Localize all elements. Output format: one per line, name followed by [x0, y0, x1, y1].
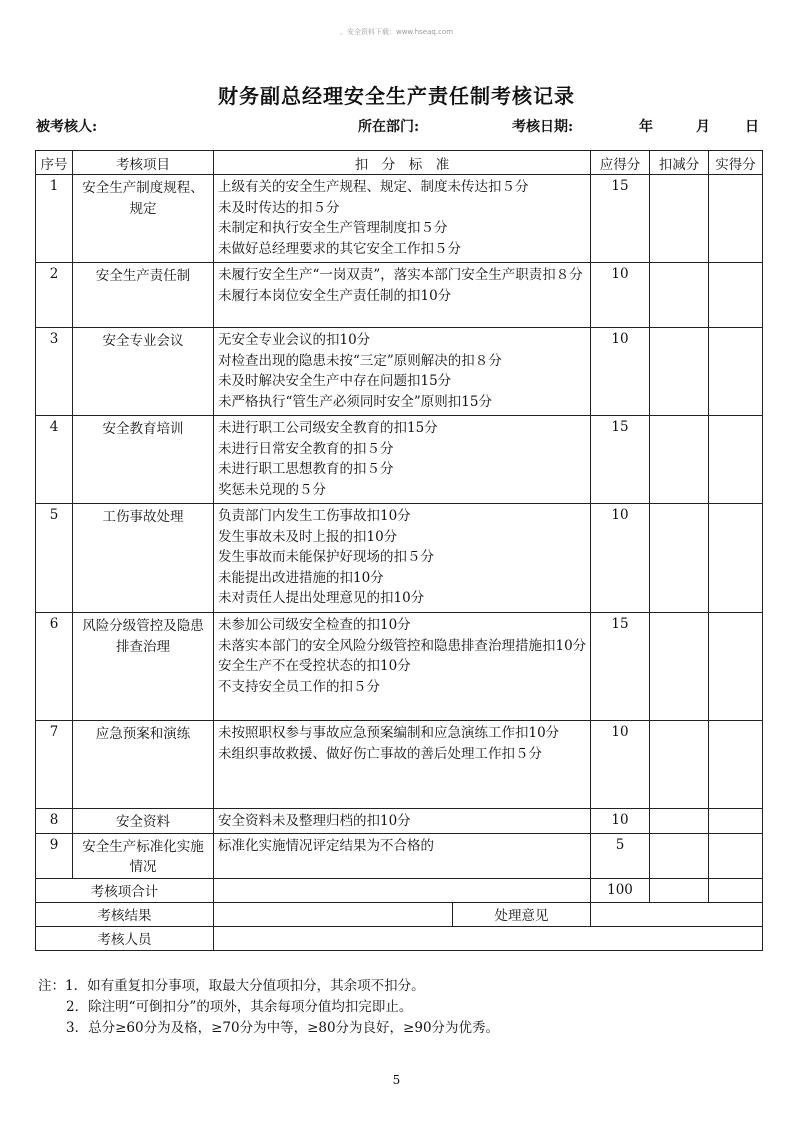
row-actual-cell[interactable] — [709, 175, 763, 263]
row-criteria — [214, 809, 591, 834]
row-item: 安全资料 — [73, 809, 214, 834]
header-deduct: 扣减分 — [650, 151, 709, 175]
total-label: 考核项合计 — [36, 878, 214, 902]
opinion-value-cell[interactable] — [591, 902, 763, 926]
row-deduct-cell[interactable] — [650, 328, 709, 416]
row-deduct-cell[interactable] — [650, 721, 709, 809]
table-row — [36, 504, 763, 613]
row-score: 10 — [591, 809, 650, 834]
row-deduct-cell[interactable] — [650, 416, 709, 504]
criteria-line: 未进行日常安全教育的扣５分 — [218, 440, 394, 457]
year-label: 年 — [639, 119, 653, 135]
row-score: 10 — [591, 328, 650, 416]
row-criteria — [214, 263, 591, 328]
row-actual-cell[interactable] — [709, 504, 763, 613]
criteria-line: 未组织事故救援、做好伤亡事故的善后处理工作扣５分 — [218, 745, 542, 762]
criteria-line: 对检查出现的隐患未按“三定”原则解决的扣８分 — [218, 352, 502, 369]
table-row — [36, 416, 763, 504]
row-deduct-cell[interactable] — [650, 504, 709, 613]
result-row — [36, 902, 763, 926]
header-score: 应得分 — [591, 151, 650, 175]
row-number: 9 — [36, 833, 73, 878]
department-label: 所在部门: — [358, 119, 420, 135]
result-value-cell[interactable] — [214, 902, 453, 926]
row-criteria — [214, 416, 591, 504]
criteria-line: 未进行职工思想教育的扣５分 — [218, 461, 394, 477]
criteria-line: 无安全专业会议的扣10分 — [218, 332, 371, 348]
row-actual-cell[interactable] — [709, 809, 763, 834]
total-deduct-cell[interactable] — [650, 878, 709, 902]
personnel-row — [36, 926, 763, 950]
row-actual-cell[interactable] — [709, 833, 763, 878]
total-score: 100 — [591, 878, 650, 902]
row-score: 5 — [591, 833, 650, 878]
row-deduct-cell[interactable] — [650, 175, 709, 263]
row-number: 2 — [36, 263, 73, 328]
total-criteria-cell — [214, 878, 591, 902]
date-label: 考核日期: — [512, 119, 574, 135]
criteria-line: 负责部门内发生工伤事故扣10分 — [218, 508, 411, 524]
criteria-line: 未制定和执行安全生产管理制度扣５分 — [218, 220, 448, 236]
table-row — [36, 263, 763, 328]
row-score: 15 — [591, 175, 650, 263]
row-score: 15 — [591, 613, 650, 721]
opinion-label: 处理意见 — [453, 902, 591, 926]
row-number: 5 — [36, 504, 73, 613]
criteria-line: 未能提出改进措施的扣10分 — [218, 569, 384, 586]
row-number: 7 — [36, 721, 73, 809]
personnel-label: 考核人员 — [36, 926, 214, 950]
table-row — [36, 175, 763, 263]
row-deduct-cell[interactable] — [650, 809, 709, 834]
table-row — [36, 721, 763, 809]
table-row — [36, 833, 763, 878]
day-label: 日 — [745, 119, 759, 135]
table-row — [36, 613, 763, 721]
criteria-line: 未对责任人提出处理意见的扣10分 — [218, 590, 425, 606]
notes — [38, 976, 499, 1039]
meta-line — [36, 116, 760, 136]
note-line: 2．除注明“可倒扣分”的项外，其余每项分值均扣完即止。 — [66, 999, 413, 1015]
criteria-line: 奖惩未兑现的５分 — [218, 481, 326, 498]
row-item: 安全专业会议 — [73, 328, 214, 416]
note-line: 3．总分≥60分为及格，≥70分为中等，≥80分为良好，≥90分为优秀。 — [66, 1020, 500, 1036]
total-actual-cell[interactable] — [709, 878, 763, 902]
criteria-line: 未履行本岗位安全生产责任制的扣10分 — [218, 287, 452, 304]
criteria-line: 未进行职工公司级安全教育的扣15分 — [218, 420, 438, 436]
criteria-line: 不支持安全员工作的扣５分 — [218, 678, 380, 695]
criteria-line: 未参加公司级安全检查的扣10分 — [218, 617, 411, 633]
row-actual-cell[interactable] — [709, 721, 763, 809]
criteria-line: 未及时传达的扣５分 — [218, 199, 340, 216]
page-title: 财务副总经理安全生产责任制考核记录 — [218, 84, 575, 108]
row-item: 安全教育培训 — [73, 416, 214, 504]
row-deduct-cell[interactable] — [650, 613, 709, 721]
row-number: 1 — [36, 175, 73, 263]
row-actual-cell[interactable] — [709, 416, 763, 504]
row-score: 10 — [591, 721, 650, 809]
row-number: 8 — [36, 809, 73, 834]
row-item: 工伤事故处理 — [73, 504, 214, 613]
row-criteria — [214, 833, 591, 878]
row-criteria — [214, 613, 591, 721]
criteria-line: 未履行安全生产“一岗双责”，落实本部门安全生产职责扣８分 — [218, 267, 583, 283]
header-no: 序号 — [36, 151, 73, 175]
watermark: 。安全资料下载：www.hseaq.com — [339, 28, 454, 36]
personnel-value-cell[interactable] — [214, 926, 763, 950]
row-actual-cell[interactable] — [709, 328, 763, 416]
row-number: 4 — [36, 416, 73, 504]
table-row — [36, 328, 763, 416]
row-number: 6 — [36, 613, 73, 721]
header-criteria: 扣 分 标 准 — [214, 151, 591, 175]
total-row — [36, 878, 763, 902]
criteria-line: 未落实本部门的安全风险分级管控和隐患排查治理措施扣10分 — [218, 637, 587, 654]
criteria-line: 发生事故而未能保护好现场的扣５分 — [218, 549, 434, 565]
row-actual-cell[interactable] — [709, 613, 763, 721]
row-item: 安全生产制度规程、规定 — [73, 175, 214, 263]
header-actual: 实得分 — [709, 151, 763, 175]
row-criteria — [214, 721, 591, 809]
table-row — [36, 809, 763, 834]
table-header-row — [36, 151, 763, 175]
row-item: 安全生产标准化实施情况 — [73, 833, 214, 878]
criteria-line: 上级有关的安全生产规程、规定、制度未传达扣５分 — [218, 179, 529, 195]
page-number: 5 — [392, 1073, 401, 1087]
result-label: 考核结果 — [36, 902, 214, 926]
row-criteria — [214, 328, 591, 416]
row-score: 15 — [591, 416, 650, 504]
criteria-line: 未及时解决安全生产中存在问题扣15分 — [218, 373, 452, 389]
row-score: 10 — [591, 504, 650, 613]
criteria-line: 未严格执行“管生产必须同时安全”原则扣15分 — [218, 393, 492, 410]
row-deduct-cell[interactable] — [650, 833, 709, 878]
row-criteria — [214, 175, 591, 263]
criteria-line: 安全生产不在受控状态的扣10分 — [218, 658, 411, 674]
criteria-line: 标准化实施情况评定结果为不合格的 — [218, 837, 434, 854]
row-item: 安全生产责任制 — [73, 263, 214, 328]
row-item: 风险分级管控及隐患排查治理 — [73, 613, 214, 721]
header-item: 考核项目 — [73, 151, 214, 175]
criteria-line: 未做好总经理要求的其它安全工作扣５分 — [218, 240, 461, 257]
month-label: 月 — [696, 119, 710, 135]
row-item: 应急预案和演练 — [73, 721, 214, 809]
row-actual-cell[interactable] — [709, 263, 763, 328]
note-line: 注：1．如有重复扣分事项，取最大分值项扣分，其余项不扣分。 — [38, 978, 425, 994]
criteria-line: 安全资料未及整理归档的扣10分 — [218, 813, 411, 829]
row-criteria — [214, 504, 591, 613]
row-deduct-cell[interactable] — [650, 263, 709, 328]
row-score: 10 — [591, 263, 650, 328]
criteria-line: 发生事故未及时上报的扣10分 — [218, 528, 398, 545]
row-number: 3 — [36, 328, 73, 416]
examinee-label: 被考核人: — [36, 119, 98, 135]
assessment-table — [35, 150, 763, 951]
criteria-line: 未按照职权参与事故应急预案编制和应急演练工作扣10分 — [218, 725, 560, 741]
